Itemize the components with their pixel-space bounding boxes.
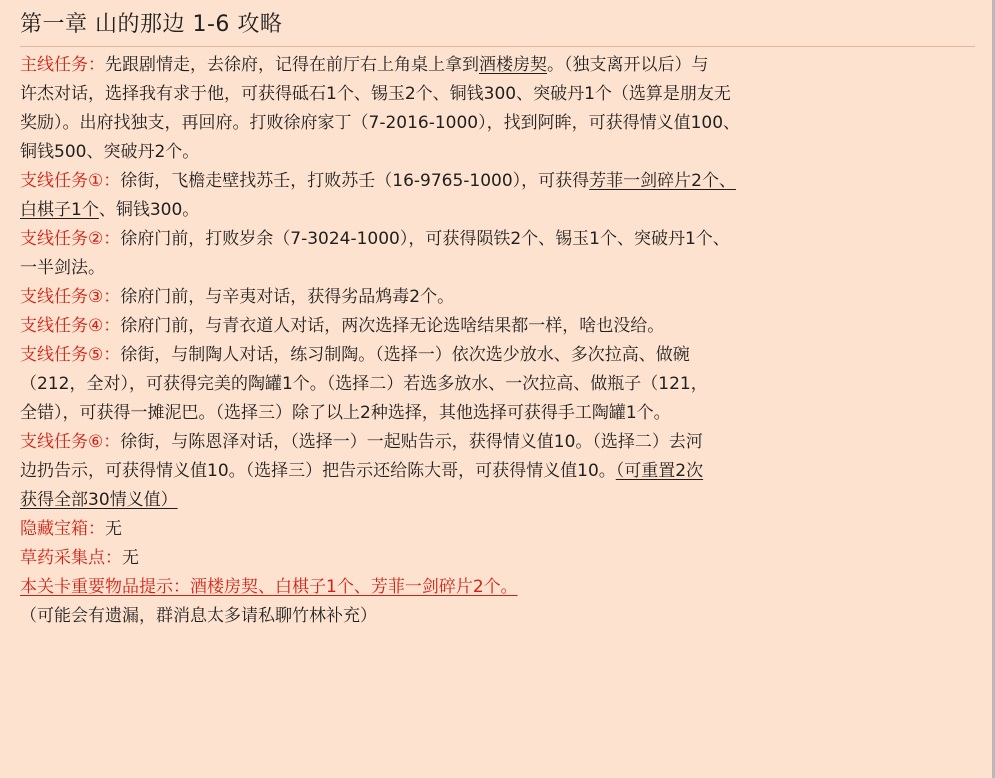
section-label: 主线任务：: [20, 55, 105, 75]
highlighted-text: （可重置2次: [615, 461, 704, 481]
guide-line: [20, 399, 975, 428]
guide-line: [20, 312, 975, 341]
section-label: 支线任务③：: [20, 287, 121, 307]
guide-line: [20, 254, 975, 283]
guide-line: [20, 486, 975, 515]
guide-line: [20, 544, 975, 573]
body-text: （可能会有遗漏，群消息太多请私聊竹林补充）: [20, 606, 377, 626]
guide-line: [20, 573, 975, 602]
section-label: 支线任务④：: [20, 316, 121, 336]
highlighted-text: 芳菲一剑碎片2个、: [589, 171, 737, 191]
body-text: 徐府门前，与青衣道人对话，两次选择无论选啥结果都一样，啥也没给。: [120, 316, 665, 336]
body-text: 徐街，与陈恩泽对话，（选择一）一起贴告示，获得情义值10。（选择二）去河: [120, 432, 703, 452]
body-text: 、铜钱300。: [98, 200, 200, 220]
section-label: 草药采集点：: [20, 548, 122, 568]
highlighted-text: 本关卡重要物品提示：酒楼房契、白棋子1个、芳菲一剑碎片2个。: [20, 577, 518, 597]
body-text: 铜钱500、突破丹2个。: [20, 142, 200, 162]
body-text: 徐府门前，打败岁余（7-3024-1000），可获得陨铁2个、锡玉1个、突破丹1个、: [120, 229, 730, 249]
page-title: 第一章 山的那边 1-6 攻略: [20, 8, 975, 47]
guide-line: [20, 51, 975, 80]
guide-line: [20, 602, 975, 631]
body-text: 徐府门前，与辛夷对话，获得劣品鸩毒2个。: [120, 287, 455, 307]
section-label: 支线任务①：: [20, 171, 121, 191]
guide-line: [20, 370, 975, 399]
guide-line: [20, 80, 975, 109]
guide-content: [20, 51, 975, 631]
guide-line: [20, 341, 975, 370]
body-text: 许杰对话，选择我有求于他，可获得砥石1个、锡玉2个、铜钱300、突破丹1个（选算是朋友无: [20, 84, 731, 104]
body-text: 徐街，飞檐走壁找苏壬，打败苏壬（16-9765-1000），可获得: [120, 171, 590, 191]
guide-line: [20, 428, 975, 457]
guide-line: [20, 167, 975, 196]
guide-line: [20, 138, 975, 167]
body-text: 奖励）。出府找独支，再回府。打败徐府家丁（7-2016-1000），找到阿眸，可获得情义值100、: [20, 113, 741, 133]
body-text: 无: [105, 519, 122, 539]
guide-line: [20, 225, 975, 254]
body-text: 无: [122, 548, 139, 568]
section-label: 支线任务⑥：: [20, 432, 121, 452]
guide-line: [20, 283, 975, 312]
section-label: 支线任务②：: [20, 229, 121, 249]
section-label: 支线任务⑤：: [20, 345, 121, 365]
guide-line: [20, 457, 975, 486]
highlighted-text: 获得全部30情义值）: [20, 490, 178, 510]
highlighted-text: 白棋子1个: [20, 200, 99, 220]
guide-line: [20, 196, 975, 225]
body-text: （212，全对），可获得完美的陶罐1个。（选择二）若选多放水、一次拉高、做瓶子（121，: [20, 374, 708, 394]
guide-line: [20, 109, 975, 138]
section-label: 隐藏宝箱：: [20, 519, 105, 539]
body-text: 先跟剧情走，去徐府，记得在前厅右上角桌上拿到: [105, 55, 479, 75]
body-text: 。（独支离开以后）与: [547, 55, 709, 75]
highlighted-text: 酒楼房契: [479, 55, 547, 75]
body-text: 一半剑法。: [20, 258, 105, 278]
guide-line: [20, 515, 975, 544]
body-text: 全错），可获得一摊泥巴。（选择三）除了以上2种选择，其他选择可获得手工陶罐1个。: [20, 403, 671, 423]
body-text: 徐街，与制陶人对话，练习制陶。（选择一）依次选少放水、多次拉高、做碗: [120, 345, 690, 365]
body-text: 边扔告示，可获得情义值10。（选择三）把告示还给陈大哥，可获得情义值10。: [20, 461, 616, 481]
